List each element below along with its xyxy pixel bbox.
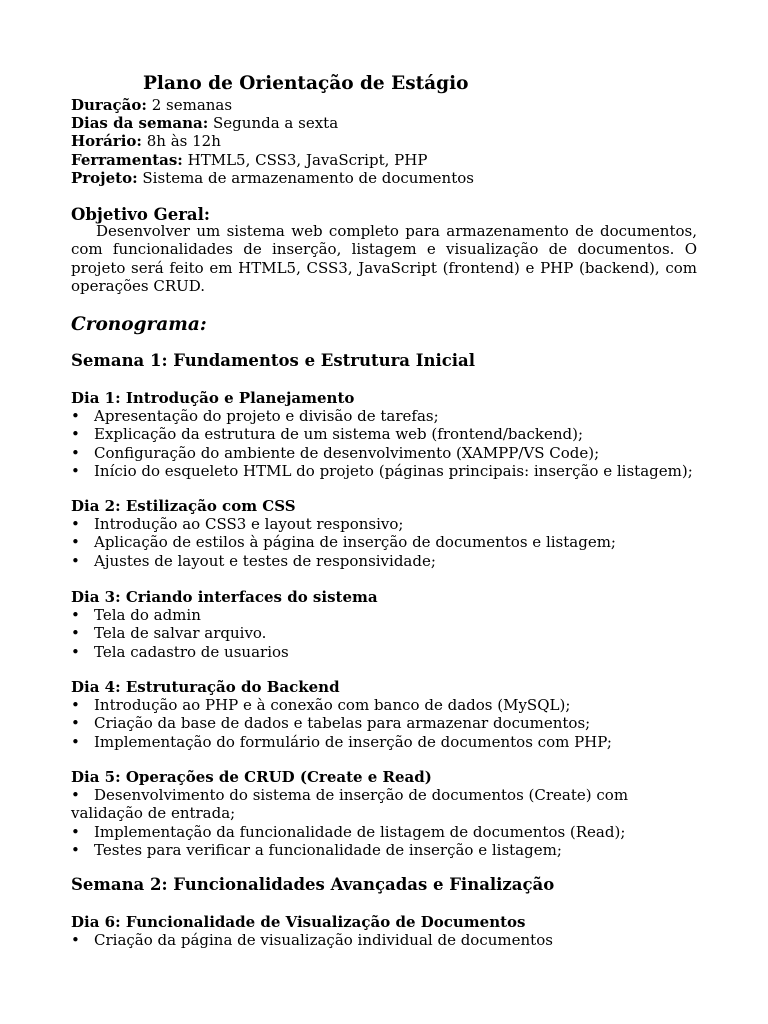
list-item [71, 425, 693, 443]
list-item-text: Início do esqueleto HTML do projeto (páginas principais: inserção e listagem); [94, 461, 693, 480]
day-items [71, 696, 612, 751]
project-info [71, 96, 474, 187]
list-item [71, 606, 378, 624]
schedule-heading: Cronograma: [71, 314, 207, 335]
bullet: • [71, 642, 80, 661]
day-title: Dia 6: Funcionalidade de Visualização de Documentos [71, 913, 526, 931]
objective-text: Desenvolver um sistema web completo para armazenamento de documentos, com funcionalidades de inserção, listagem e visualização de documentos. O projeto será feito em HTML5, CSS3, JavaScript (frontend) e PHP (backend), com operações CRUD. [71, 222, 697, 295]
bullet: • [71, 461, 80, 480]
list-item-text: Desenvolvimento do sistema de inserção de documentos (Create) com validação de entrada; [71, 786, 629, 823]
info-value: HTML5, CSS3, JavaScript, PHP [182, 150, 428, 169]
bullet: • [71, 822, 80, 841]
day-5-section [71, 768, 697, 859]
list-item-text: Introdução ao CSS3 e layout responsivo; [94, 515, 404, 534]
list-item-text: Ajustes de layout e testes de responsividade; [94, 551, 436, 570]
day-items [71, 931, 553, 949]
bullet: • [71, 840, 80, 859]
list-item-text: Explicação da estrutura de um sistema web (frontend/backend); [94, 425, 583, 444]
bullet: • [71, 696, 80, 715]
list-item-text: Testes para verificar a funcionalidade de inserção e listagem; [94, 840, 562, 859]
info-value: 2 semanas [146, 96, 233, 114]
objective-heading: Objetivo Geral: [71, 205, 210, 224]
list-item [71, 462, 693, 480]
info-label: Horário: [71, 132, 142, 151]
bullet: • [71, 407, 80, 426]
bullet: • [71, 425, 80, 444]
bullet: • [71, 515, 80, 534]
list-item [71, 931, 553, 949]
document-title: Plano de Orientação de Estágio [143, 73, 469, 94]
info-label: Projeto: [71, 168, 138, 187]
info-duration [71, 96, 474, 114]
list-item [71, 841, 697, 859]
list-item-text: Tela cadastro de usuarios [94, 642, 289, 661]
list-item-text: Tela do admin [94, 606, 201, 625]
day-title: Dia 1: Introdução e Planejamento [71, 389, 355, 407]
week-1-heading: Semana 1: Fundamentos e Estrutura Inicial [71, 351, 475, 370]
info-value: Sistema de armazenamento de documentos [137, 168, 474, 187]
day-title: Dia 3: Criando interfaces do sistema [71, 588, 378, 606]
list-item [71, 407, 693, 425]
list-item [71, 643, 378, 661]
day-title: Dia 4: Estruturação do Backend [71, 678, 340, 696]
bullet: • [71, 606, 80, 625]
bullet: • [71, 786, 80, 805]
bullet: • [71, 533, 80, 552]
bullet: • [71, 931, 80, 950]
day-items [71, 407, 693, 480]
bullet: • [71, 624, 80, 643]
info-label: Duração: [71, 96, 147, 114]
list-item [71, 733, 612, 751]
day-title: Dia 5: Operações de CRUD (Create e Read) [71, 768, 432, 786]
list-item-text: Tela de salvar arquivo. [94, 624, 267, 643]
bullet: • [71, 714, 80, 733]
list-item-text: Aplicação de estilos à página de inserção de documentos e listagem; [94, 533, 616, 552]
week-2-heading: Semana 2: Funcionalidades Avançadas e Finalização [71, 875, 555, 894]
day-3-section [71, 588, 378, 661]
info-value: 8h às 12h [141, 132, 221, 151]
list-item [71, 552, 616, 570]
list-item [71, 823, 697, 841]
day-items [71, 515, 616, 570]
info-weekdays [71, 114, 474, 132]
list-item [71, 696, 612, 714]
list-item-text: Configuração do ambiente de desenvolvimento (XAMPP/VS Code); [94, 443, 600, 462]
info-label: Dias da semana: [71, 114, 209, 133]
bullet: • [71, 732, 80, 751]
bullet: • [71, 443, 80, 462]
info-label: Ferramentas: [71, 150, 183, 169]
day-items [71, 786, 697, 859]
list-item-text: Criação da base de dados e tabelas para armazenar documentos; [94, 714, 591, 733]
list-item [71, 444, 693, 462]
list-item [71, 533, 616, 551]
info-tools [71, 151, 474, 169]
bullet: • [71, 551, 80, 570]
list-item-text: Introdução ao PHP e à conexão com banco de dados (MySQL); [94, 696, 571, 715]
list-item [71, 515, 616, 533]
day-1-section [71, 389, 693, 480]
list-item-text: Implementação do formulário de inserção de documentos com PHP; [94, 732, 612, 751]
list-item [71, 714, 612, 732]
day-2-section [71, 497, 616, 570]
info-project [71, 169, 474, 187]
list-item-text: Criação da página de visualização individual de documentos [94, 931, 553, 950]
day-items [71, 606, 378, 661]
info-schedule-hours [71, 132, 474, 150]
info-value: Segunda a sexta [208, 114, 339, 133]
day-4-section [71, 678, 612, 751]
list-item [71, 786, 697, 822]
day-6-section [71, 913, 553, 949]
day-title: Dia 2: Estilização com CSS [71, 497, 296, 515]
list-item [71, 624, 378, 642]
list-item-text: Implementação da funcionalidade de listagem de documentos (Read); [94, 822, 626, 841]
list-item-text: Apresentação do projeto e divisão de tarefas; [94, 407, 439, 426]
